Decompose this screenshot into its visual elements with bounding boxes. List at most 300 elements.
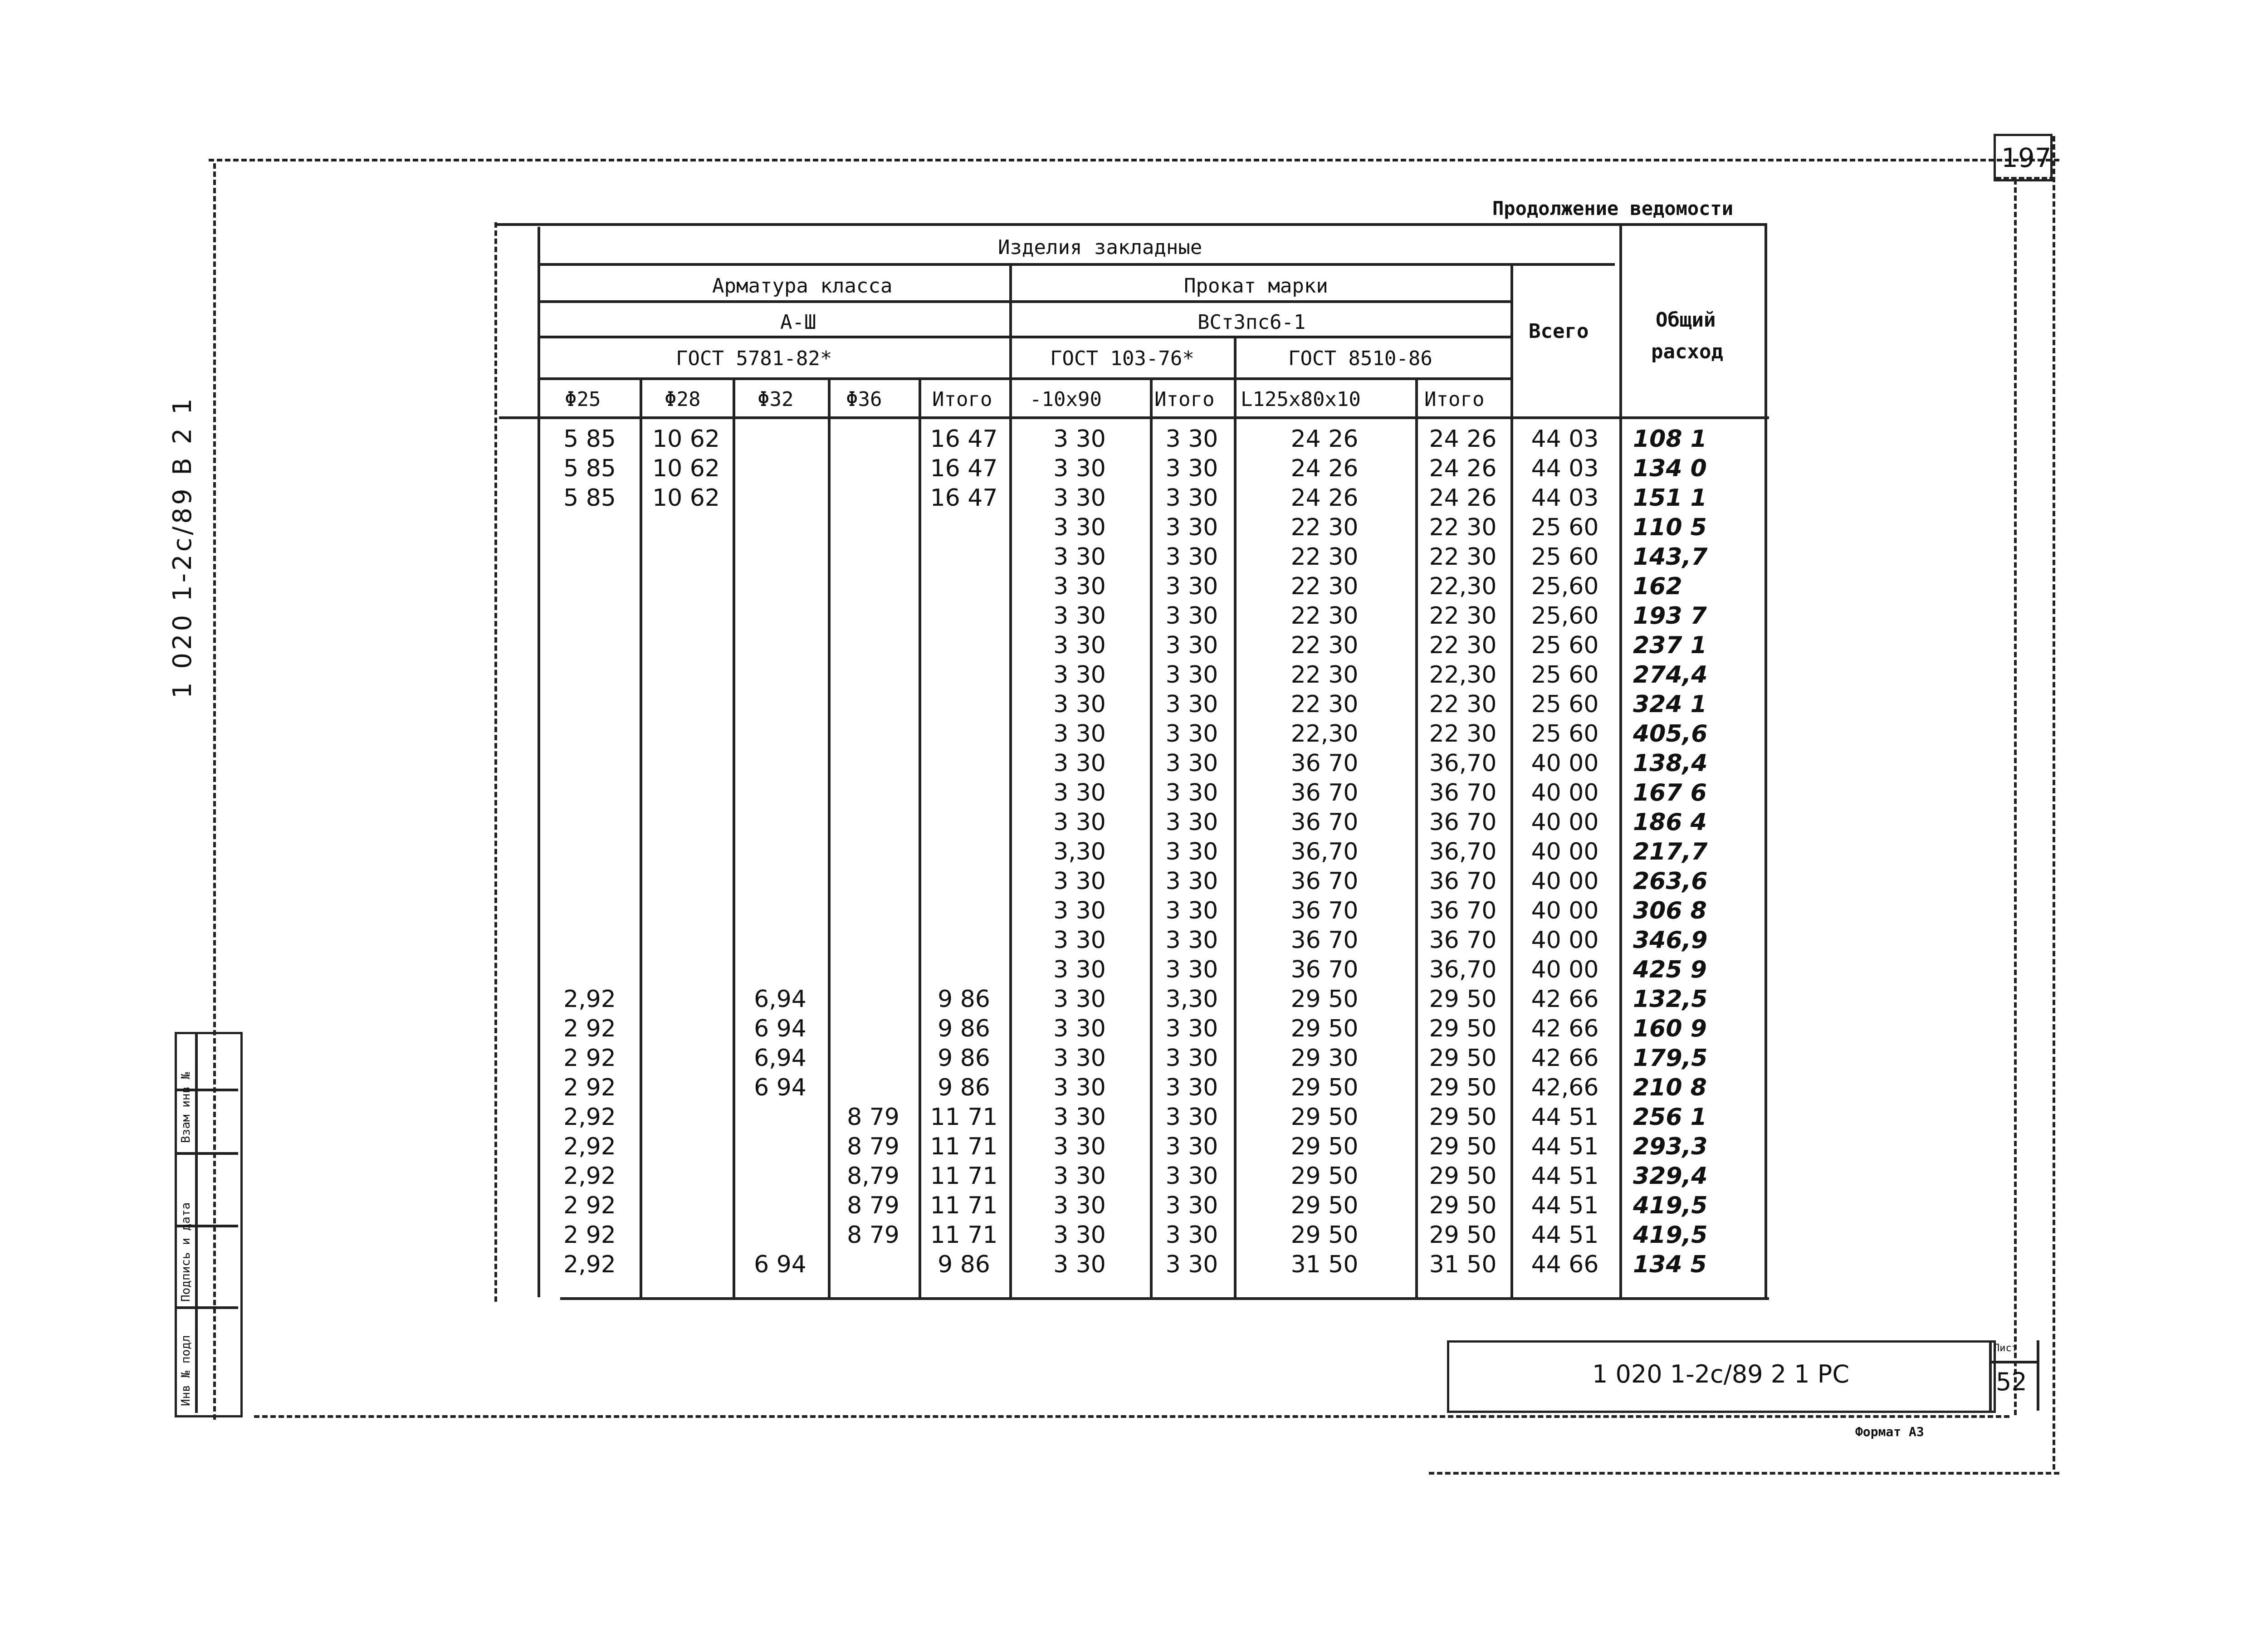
table-cell: 36 70 <box>1290 867 1359 895</box>
table-cell: 24 26 <box>1429 425 1497 453</box>
table-cell <box>540 778 640 807</box>
table-cell <box>828 837 919 866</box>
table-cell: 10 62 <box>652 454 720 482</box>
table-cell <box>828 866 919 896</box>
side-stamp-row4 <box>175 1306 238 1309</box>
table-cell: 10 62 <box>652 484 720 512</box>
header-vsego: Всего <box>1529 320 1589 343</box>
header-armatura: Арматура класса <box>712 274 893 298</box>
table-cell <box>540 925 640 955</box>
table-cell: 6,94 <box>754 985 807 1013</box>
table-cell <box>640 1014 733 1043</box>
table-cell: 5 85 <box>563 425 616 453</box>
table-row <box>540 1073 1765 1102</box>
side-stamp-row2 <box>175 1152 238 1155</box>
table-cell <box>828 630 919 660</box>
table-cell: 36,70 <box>1429 956 1497 983</box>
table-cell: 22,30 <box>1290 720 1359 748</box>
header-obshchiy: Общий <box>1656 308 1716 332</box>
table-cell <box>828 748 919 778</box>
table-cell: 44 03 <box>1531 454 1599 482</box>
col-header-f36: Φ36 <box>846 388 882 411</box>
table-cell <box>828 1014 919 1043</box>
table-row <box>540 572 1765 601</box>
table-cell: 42 66 <box>1531 1015 1599 1042</box>
table-cell: 29 50 <box>1429 985 1497 1013</box>
table-cell: 40 00 <box>1531 897 1599 924</box>
table-cell: 11 71 <box>930 1221 998 1249</box>
header-prokat-gost2: ГОСТ 8510-86 <box>1288 347 1432 370</box>
table-cell: 11 71 <box>930 1192 998 1219</box>
table-cell <box>540 572 640 601</box>
header-raskhod: расход <box>1651 340 1723 363</box>
table-cell: 3 30 <box>1165 572 1218 600</box>
table-cell <box>919 896 1009 925</box>
table-cell: 42 66 <box>1531 985 1599 1013</box>
table-cell: 42,66 <box>1531 1074 1599 1101</box>
table-row <box>540 1043 1765 1073</box>
table-cell: 29 50 <box>1429 1221 1497 1249</box>
table-cell <box>640 1220 733 1250</box>
col-header-f25: Φ25 <box>565 388 601 411</box>
table-cell: 108 1 <box>1633 425 1707 453</box>
format-label: Формат А3 <box>1855 1424 1924 1439</box>
table-row <box>540 896 1765 925</box>
document-code: 1 020 1-2с/89 2 1 РС <box>1592 1360 1850 1388</box>
table-cell: 36 70 <box>1429 867 1497 895</box>
table-cell: 3 30 <box>1165 867 1218 895</box>
table-cell: 3 30 <box>1165 720 1218 748</box>
table-cell: 3 30 <box>1165 543 1218 571</box>
table-cell: 44 03 <box>1531 425 1599 453</box>
table-cell: 22 30 <box>1429 513 1497 541</box>
table-cell: 9 86 <box>938 1044 990 1072</box>
header-prokat-gost1: ГОСТ 103-76* <box>1050 347 1194 370</box>
table-cell: 9 86 <box>938 985 990 1013</box>
table-cell: 3 30 <box>1165 454 1218 482</box>
table-cell: 36 70 <box>1429 779 1497 806</box>
table-cell <box>540 542 640 572</box>
table-cell: 3 30 <box>1165 897 1218 924</box>
table-cell: 3 30 <box>1053 454 1106 482</box>
table-cell: 3 30 <box>1053 985 1106 1013</box>
table-cell: 44 66 <box>1531 1251 1599 1278</box>
table-cell: 40 00 <box>1531 749 1599 777</box>
table-cell <box>919 748 1009 778</box>
table-row <box>540 483 1765 513</box>
table-cell <box>733 1102 828 1132</box>
table-cell <box>640 837 733 866</box>
table-cell <box>733 748 828 778</box>
table-cell: 3 30 <box>1165 1162 1218 1190</box>
table-row <box>540 778 1765 807</box>
table-cell <box>919 660 1009 689</box>
table-cell <box>640 896 733 925</box>
table-row <box>540 955 1765 984</box>
table-cell: 425 9 <box>1633 956 1707 983</box>
table-cell: 160 9 <box>1633 1015 1707 1042</box>
table-cell: 2,92 <box>563 1133 616 1160</box>
table-row <box>540 1132 1765 1161</box>
table-cell: 3 30 <box>1053 1162 1106 1190</box>
header-group-top: Изделия закладные <box>998 236 1202 259</box>
table-cell <box>828 955 919 984</box>
table-cell: 3 30 <box>1165 926 1218 954</box>
table-cell <box>640 748 733 778</box>
table-cell: 36 70 <box>1290 779 1359 806</box>
data-table <box>540 424 1765 1279</box>
table-cell: 9 86 <box>938 1074 990 1101</box>
table-cell: 3,30 <box>1053 838 1106 865</box>
table-row <box>540 513 1765 542</box>
table-cell: 3 30 <box>1165 1192 1218 1219</box>
table-cell: 22 30 <box>1429 720 1497 748</box>
table-cell: 31 50 <box>1429 1251 1497 1278</box>
table-cell: 11 71 <box>930 1162 998 1190</box>
table-cell <box>828 601 919 630</box>
side-label-podpis: Подпись и дата <box>179 1202 193 1302</box>
table-cell: 25 60 <box>1531 513 1599 541</box>
table-cell <box>919 572 1009 601</box>
table-cell <box>733 483 828 513</box>
table-cell <box>640 1043 733 1073</box>
table-cell: 42 66 <box>1531 1044 1599 1072</box>
table-cell: 3 30 <box>1165 1103 1218 1131</box>
table-cell: 3 30 <box>1053 543 1106 571</box>
col-header-f32: Φ32 <box>758 388 794 411</box>
table-cell <box>733 660 828 689</box>
table-cell <box>919 955 1009 984</box>
table-cell: 167 6 <box>1633 779 1707 806</box>
table-cell: 24 26 <box>1429 454 1497 482</box>
table-cell <box>733 807 828 837</box>
table-cell: 22 30 <box>1290 513 1359 541</box>
table-cell: 3 30 <box>1165 1015 1218 1042</box>
col-header-plate: -10x90 <box>1030 388 1102 411</box>
table-cell: 3 30 <box>1053 779 1106 806</box>
table-cell <box>828 483 919 513</box>
table-cell: 3 30 <box>1165 1074 1218 1101</box>
table-cell: 217,7 <box>1633 838 1708 865</box>
table-cell <box>828 984 919 1014</box>
table-row <box>540 719 1765 748</box>
table-row <box>540 925 1765 955</box>
table-cell: 419,5 <box>1633 1221 1708 1249</box>
side-label-vzam: Взам инв № <box>179 1072 193 1143</box>
side-document-code: 1 020 1-2с/89 В 2 1 <box>168 396 197 699</box>
line-under-group <box>540 263 1615 266</box>
table-cell: 16 47 <box>930 484 998 512</box>
table-cell: 36 70 <box>1290 956 1359 983</box>
table-cell: 29 50 <box>1429 1074 1497 1101</box>
table-cell: 44 51 <box>1531 1133 1599 1160</box>
table-cell: 134 0 <box>1633 454 1707 482</box>
table-cell <box>640 866 733 896</box>
table-cell: 10 62 <box>652 425 720 453</box>
table-cell <box>828 807 919 837</box>
table-cell: 3 30 <box>1053 1015 1106 1042</box>
table-cell <box>919 925 1009 955</box>
table-cell: 3 30 <box>1053 1074 1106 1101</box>
table-cell: 8,79 <box>847 1162 899 1190</box>
table-cell <box>540 513 640 542</box>
table-cell <box>640 925 733 955</box>
table-cell: 36 70 <box>1290 749 1359 777</box>
table-cell: 329,4 <box>1633 1162 1708 1190</box>
table-cell: 40 00 <box>1531 926 1599 954</box>
sheet-label: Лист <box>1994 1343 2018 1354</box>
table-row <box>540 984 1765 1014</box>
table-cell: 151 1 <box>1633 484 1707 512</box>
table-cell <box>733 630 828 660</box>
table-row <box>540 837 1765 866</box>
table-row <box>540 1014 1765 1043</box>
table-cell <box>640 1161 733 1191</box>
table-cell <box>640 1250 733 1279</box>
table-cell <box>733 1191 828 1220</box>
table-cell <box>540 719 640 748</box>
table-cell: 36,70 <box>1290 838 1359 865</box>
table-cell: 405,6 <box>1633 720 1708 748</box>
table-cell <box>733 1220 828 1250</box>
table-cell <box>828 1250 919 1279</box>
table-cell: 3 30 <box>1165 956 1218 983</box>
table-cell <box>640 1073 733 1102</box>
table-cell <box>540 807 640 837</box>
table-cell: 2 92 <box>563 1044 616 1072</box>
table-cell: 29 50 <box>1290 1133 1359 1160</box>
table-bottom-line <box>560 1297 1769 1300</box>
table-cell <box>640 719 733 748</box>
table-cell <box>919 542 1009 572</box>
table-cell: 3 30 <box>1053 602 1106 630</box>
table-cell: 36 70 <box>1429 897 1497 924</box>
table-cell: 44 03 <box>1531 484 1599 512</box>
col-header-f28: Φ28 <box>665 388 701 411</box>
table-cell: 25 60 <box>1531 720 1599 748</box>
table-cell: 3 30 <box>1053 749 1106 777</box>
table-cell <box>828 454 919 483</box>
table-cell: 8 79 <box>847 1221 899 1249</box>
table-cell: 3 30 <box>1165 631 1218 659</box>
table-cell: 138,4 <box>1633 749 1708 777</box>
table-cell <box>640 778 733 807</box>
table-cell: 24 26 <box>1290 454 1359 482</box>
table-cell: 25 60 <box>1531 631 1599 659</box>
title-block-divider <box>1989 1340 1992 1411</box>
table-cell: 8 79 <box>847 1133 899 1160</box>
table-cell <box>828 778 919 807</box>
table-cell: 24 26 <box>1290 484 1359 512</box>
table-cell: 3 30 <box>1053 1044 1106 1072</box>
table-cell: 6 94 <box>754 1015 807 1042</box>
table-cell: 29 50 <box>1429 1044 1497 1072</box>
table-cell: 3 30 <box>1165 749 1218 777</box>
table-cell: 22 30 <box>1290 602 1359 630</box>
table-cell: 36 70 <box>1290 808 1359 836</box>
table-cell: 22 30 <box>1290 661 1359 689</box>
table-right-edge <box>1765 223 1767 1298</box>
table-cell: 3 30 <box>1053 1251 1106 1278</box>
table-cell: 3 30 <box>1053 572 1106 600</box>
header-prokat: Прокат марки <box>1184 274 1328 298</box>
table-cell: 293,3 <box>1633 1133 1708 1160</box>
table-cell: 29 50 <box>1429 1015 1497 1042</box>
table-cell: 24 26 <box>1290 425 1359 453</box>
table-cell: 40 00 <box>1531 808 1599 836</box>
table-cell <box>733 719 828 748</box>
table-cell: 11 71 <box>930 1133 998 1160</box>
table-cell: 3 30 <box>1165 425 1218 453</box>
table-cell: 36 70 <box>1290 897 1359 924</box>
table-cell <box>733 896 828 925</box>
table-cell: 16 47 <box>930 454 998 482</box>
table-cell <box>640 601 733 630</box>
table-cell: 324 1 <box>1633 690 1707 718</box>
table-cell <box>640 660 733 689</box>
table-cell: 274,4 <box>1633 661 1708 689</box>
page-number: 197 <box>2001 142 2052 173</box>
table-top-line <box>494 223 1767 226</box>
table-cell: 25,60 <box>1531 602 1599 630</box>
table-cell: 3 30 <box>1165 1044 1218 1072</box>
table-cell: 22,30 <box>1429 572 1497 600</box>
table-cell: 5 85 <box>563 484 616 512</box>
table-cell <box>733 513 828 542</box>
table-cell: 25 60 <box>1531 543 1599 571</box>
header-armatura-class: А-Ш <box>780 311 816 334</box>
table-cell <box>733 572 828 601</box>
table-cell: 162 <box>1633 572 1682 600</box>
table-cell <box>828 689 919 719</box>
table-row <box>540 866 1765 896</box>
table-cell <box>733 837 828 866</box>
table-cell: 8 79 <box>847 1103 899 1131</box>
table-cell: 22 30 <box>1290 543 1359 571</box>
table-cell <box>540 630 640 660</box>
table-cell: 2 92 <box>563 1015 616 1042</box>
table-cell: 3 30 <box>1053 661 1106 689</box>
table-cell: 44 51 <box>1531 1192 1599 1219</box>
table-cell <box>919 630 1009 660</box>
table-cell: 44 51 <box>1531 1103 1599 1131</box>
table-cell <box>919 513 1009 542</box>
table-cell: 22,30 <box>1429 661 1497 689</box>
line-under-cols <box>499 416 1769 419</box>
table-cell <box>828 572 919 601</box>
table-row <box>540 1220 1765 1250</box>
table-cell: 3 30 <box>1053 513 1106 541</box>
table-cell: 25,60 <box>1531 572 1599 600</box>
line-under-grade <box>540 336 1510 338</box>
table-cell: 143,7 <box>1633 543 1708 571</box>
table-cell: 179,5 <box>1633 1044 1708 1072</box>
table-cell <box>828 424 919 454</box>
table-cell: 25 60 <box>1531 690 1599 718</box>
table-cell: 16 47 <box>930 425 998 453</box>
table-cell: 22 30 <box>1429 631 1497 659</box>
table-cell: 6 94 <box>754 1251 807 1278</box>
table-cell <box>640 542 733 572</box>
table-cell <box>828 719 919 748</box>
table-cell: 3 30 <box>1053 867 1106 895</box>
table-cell: 25 60 <box>1531 661 1599 689</box>
table-cell: 2 92 <box>563 1074 616 1101</box>
table-cell: 3 30 <box>1165 661 1218 689</box>
table-cell <box>733 778 828 807</box>
table-cell: 2,92 <box>563 1162 616 1190</box>
table-cell: 3 30 <box>1053 720 1106 748</box>
table-cell <box>640 630 733 660</box>
table-cell: 256 1 <box>1633 1103 1707 1131</box>
col-header-itogo1: Итого <box>932 388 992 411</box>
table-cell <box>733 925 828 955</box>
table-cell <box>733 424 828 454</box>
table-cell <box>733 866 828 896</box>
table-row <box>540 807 1765 837</box>
table-cell: 2,92 <box>563 1103 616 1131</box>
table-cell: 6,94 <box>754 1044 807 1072</box>
table-cell: 29 30 <box>1290 1044 1359 1072</box>
table-row <box>540 630 1765 660</box>
frame-right-outer <box>2053 136 2055 1470</box>
table-cell: 29 50 <box>1429 1103 1497 1131</box>
table-cell: 36 70 <box>1290 926 1359 954</box>
table-cell: 22 30 <box>1290 572 1359 600</box>
table-cell: 3 30 <box>1165 1133 1218 1160</box>
table-cell: 29 50 <box>1429 1133 1497 1160</box>
table-cell: 210 8 <box>1633 1074 1707 1101</box>
table-cell <box>828 1043 919 1073</box>
table-cell: 193 7 <box>1633 602 1707 630</box>
table-left-edge <box>494 222 497 1302</box>
table-cell: 29 50 <box>1429 1162 1497 1190</box>
table-cell: 36,70 <box>1429 838 1497 865</box>
table-cell: 2,92 <box>563 1251 616 1278</box>
sheet-number: 52 <box>1996 1368 2027 1396</box>
table-cell <box>733 601 828 630</box>
table-cell: 24 26 <box>1429 484 1497 512</box>
table-row <box>540 454 1765 483</box>
table-cell <box>640 807 733 837</box>
table-cell: 3 30 <box>1165 1251 1218 1278</box>
table-cell: 29 50 <box>1290 1221 1359 1249</box>
table-cell: 3 30 <box>1165 838 1218 865</box>
table-cell: 3 30 <box>1165 779 1218 806</box>
table-cell: 29 50 <box>1290 1162 1359 1190</box>
table-cell <box>640 513 733 542</box>
table-cell: 29 50 <box>1290 1192 1359 1219</box>
header-prokat-grade: ВСт3пс6-1 <box>1198 311 1306 334</box>
table-row <box>540 660 1765 689</box>
table-row <box>540 1102 1765 1132</box>
table-cell <box>540 896 640 925</box>
table-cell <box>919 807 1009 837</box>
table-cell: 31 50 <box>1290 1251 1359 1278</box>
table-row <box>540 1161 1765 1191</box>
table-row <box>540 1250 1765 1279</box>
table-cell <box>640 955 733 984</box>
table-cell: 40 00 <box>1531 956 1599 983</box>
col-header-angle: L125x80x10 <box>1241 388 1361 411</box>
table-cell <box>540 866 640 896</box>
table-cell: 3 30 <box>1053 1103 1106 1131</box>
table-cell <box>919 866 1009 896</box>
frame-bottom <box>254 1415 2009 1418</box>
table-cell <box>733 542 828 572</box>
table-cell <box>640 572 733 601</box>
col-header-itogo3: Итого <box>1424 388 1485 411</box>
